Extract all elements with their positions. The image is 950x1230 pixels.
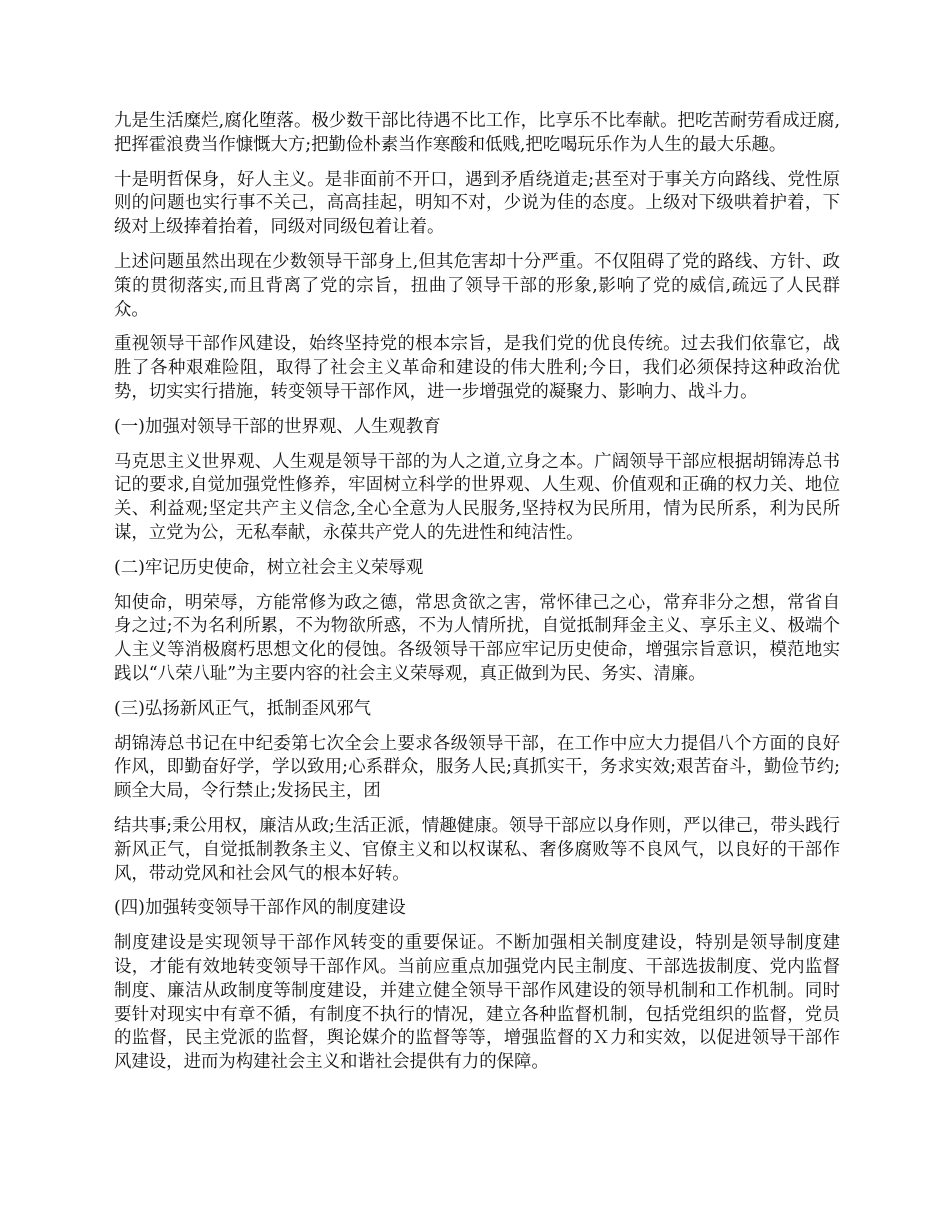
document-body <box>114 110 840 1086</box>
paragraph-section-3-part-2: 结共事;秉公用权，廉洁从政;生活正派，情趣健康。领导干部应以身作则，严以律己，带头践行新风正气，自觉抵制教条主义、官僚主义和以权谋私、奢侈腐败等不良风气，以良好的干部作风，带动党风和社会风气的根本好转。 <box>114 815 840 884</box>
section-heading-4: (四)加强转变领导干部作风的制度建设 <box>114 898 406 919</box>
section-heading-1: (一)加强对领导干部的世界观、人生观教育 <box>114 416 441 437</box>
paragraph-section-2: 知使命，明荣辱，方能常修为政之德，常思贪欲之害，常怀律己之心，常弃非分之想，常省自身之过;不为名利所累，不为物欲所惑，不为人情所扰，自觉抵制拜金主义、享乐主义、极端个人主义等消极腐朽思想文化的侵蚀。各级领导干部应牢记历史使命，增强宗旨意识，模范地实践以“八荣八耻”为主要内容的社会主义荣辱观，真正做到为民、务实、清廉。 <box>114 592 840 684</box>
paragraph-item-9: 九是生活糜烂,腐化堕落。极少数干部比待遇不比工作，比享乐不比奉献。把吃苦耐劳看成迂腐,把挥霍浪费当作慷慨大方;把勤俭朴素当作寒酸和低贱,把吃喝玩乐作为人生的最大乐趣。 <box>114 111 840 155</box>
paragraph-section-4: 制度建设是实现领导干部作风转变的重要保证。不断加强相关制度建设，特别是领导制度建设，才能有效地转变领导干部作风。当前应重点加强党内民主制度、干部选拔制度、党内监督制度、廉洁从政制度等制度建设，并建立健全领导干部作风建设的领导机制和工作机制。同时要针对现实中有章不循，有制度不执行的情况，建立各种监督机制，包括党组织的监督，党员的监督，民主党派的监督，舆论媒介的监督等等，增强监督的Ｘ力和实效，以促进领导干部作风建设，进而为构建社会主义和谐社会提供有力的保障。 <box>114 933 840 1073</box>
paragraph-section-1: 马克思主义世界观、人生观是领导干部的为人之道,立身之本。广阔领导干部应根据胡锦涛总书记的要求,自觉加强党性修养，牢固树立科学的世界观、人生观、价值观和正确的权力关、地位关、利益观;坚定共产主义信念,全心全意为人民服务,坚持权为民所用，情为民所系，利为民所谋，立党为公，无私奉献，永葆共产党人的先进性和纯洁性。 <box>114 451 840 543</box>
paragraph-importance: 重视领导干部作风建设，始终坚持党的根本宗旨，是我们党的优良传统。过去我们依靠它，战胜了各种艰难险阻，取得了社会主义革命和建设的伟大胜利;今日，我们必须保持这种政治优势，切实实行措施，转变领导干部作风，进一步增强党的凝聚力、影响力、战斗力。 <box>114 334 840 402</box>
section-heading-2: (二)牢记历史使命，树立社会主义荣辱观 <box>114 557 424 578</box>
paragraph-problem-summary: 上述问题虽然出现在少数领导干部身上,但其危害却十分严重。不仅阻碍了党的路线、方针、政策的贯彻落实,而且背离了党的宗旨，扭曲了领导干部的形象,影响了党的威信,疏远了人民群众。 <box>114 251 840 320</box>
section-heading-3: (三)弘扬新风正气，抵制歪风邪气 <box>114 698 372 719</box>
paragraph-section-3-part-1: 胡锦涛总书记在中纪委第七次全会上要求各级领导干部，在工作中应大力提倡八个方面的良好作风，即勤奋好学，学以致用;心系群众，服务人民;真抓实干，务求实效;艰苦奋斗，勤俭节约;顾全大局，令行禁止;发扬民主，团 <box>114 733 840 802</box>
paragraph-item-10: 十是明哲保身，好人主义。是非面前不开口，遇到矛盾绕道走;甚至对于事关方向路线、党性原则的问题也实行事不关己，高高挂起，明知不对，少说为佳的态度。上级对下级哄着护着，下级对上级捧着抬着，同级对同级包着让着。 <box>114 169 840 238</box>
